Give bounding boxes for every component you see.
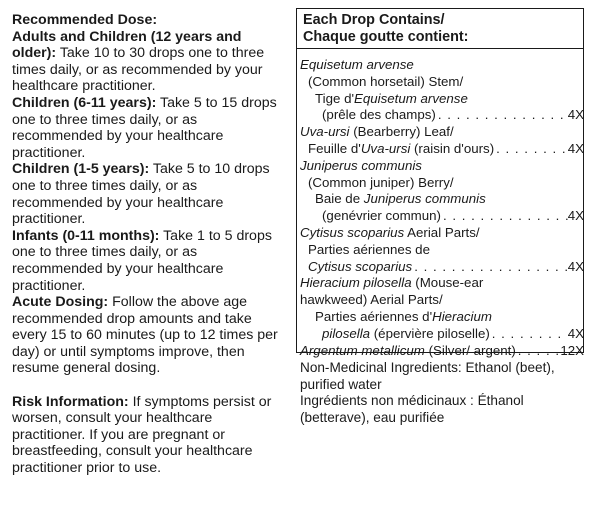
non-medicinal-en: Non-Medicinal Ingredients: Ethanol (beet), purified water [300, 360, 555, 392]
cytisus-line-2 [300, 242, 584, 259]
uva-ursi-fr [308, 141, 494, 158]
hieracium-fr-latin-2: pilosella [322, 325, 371, 341]
equisetum-line-1 [300, 57, 584, 74]
equisetum-latin: Equisetum arvense [300, 57, 414, 72]
hieracium-common-2: hawkweed) Aerial Parts/ [300, 292, 443, 308]
uva-ursi-line-1 [300, 124, 584, 141]
young-children-text: Take 5 to 10 drops one to three times daily, or as recommended by your healthcare practitioner. [12, 161, 270, 228]
cytisus-potency: 4X [567, 258, 584, 274]
acute-label: Acute Dosing: [12, 294, 109, 311]
argentum-name [300, 343, 516, 360]
acute-dose [12, 294, 284, 377]
juniperus-fr-common: (genévrier commun) [322, 208, 441, 224]
ingredients-title-en: Each Drop Contains/ [303, 12, 445, 28]
hieracium-line-4 [300, 326, 584, 343]
ingredients-list [300, 57, 584, 359]
juniperus-line-2 [300, 175, 584, 192]
hieracium-fr-common: (épervière piloselle) [370, 325, 490, 341]
equisetum-line-3 [300, 91, 584, 108]
dot-leader [494, 141, 568, 158]
dot-leader [441, 208, 568, 225]
acute-text: Follow the above age recommended drop amounts and take every 15 to 60 minutes (up to 12 times per day) or until symptoms improve, then resume general dosing. [12, 294, 278, 377]
children-dose [12, 95, 284, 161]
juniperus-line-4 [300, 208, 584, 225]
uva-ursi-potency: 4X [567, 140, 584, 156]
hieracium-line-2 [300, 292, 584, 309]
adults-dose [12, 29, 284, 95]
uva-ursi-common: (Bearberry) Leaf/ [349, 124, 454, 140]
cytisus-line-3 [300, 259, 584, 276]
children-text: Take 5 to 15 drops one to three times daily, or as recommended by your healthcare practitioner. [12, 94, 277, 161]
adults-text: Take 10 to 30 drops one to three times daily, or as recommended by your healthcare practitioner. [12, 45, 265, 95]
risk-text: If symptoms persist or worsen, consult your healthcare practitioner. If you are pregnant or breastfeeding, consult your healthcare practitioner prior to use. [12, 393, 272, 477]
uva-ursi-latin: Uva-ursi [300, 124, 350, 140]
infants-text: Take 1 to 5 drops one to three times daily, or as recommended by your healthcare practitioner. [12, 227, 272, 294]
adults-label: Adults and Children (12 years and older): [12, 28, 242, 62]
dot-leader [436, 107, 568, 124]
argentum-common: (Silver/ argent) [424, 342, 516, 358]
young-children-label: Children (1-5 years): [12, 161, 150, 178]
hieracium-fr-line [322, 326, 490, 343]
cytisus-common: Aerial Parts/ [404, 224, 480, 240]
juniperus-potency: 4X [567, 208, 584, 224]
juniperus-fr-latin: Juniperus communis [363, 191, 486, 207]
hieracium-latin: Hieracium pilosella [300, 275, 412, 291]
uva-ursi-fr-common: (raisin d'ours) [410, 140, 495, 156]
hieracium-potency: 4X [567, 325, 584, 341]
dot-leader [412, 259, 568, 276]
equisetum-line-2 [300, 74, 584, 91]
equisetum-fr-common: (prêle des champs) [322, 107, 436, 123]
risk-information [12, 394, 284, 477]
cytisus-latin: Cytisus scoparius [300, 224, 405, 240]
ingredients-title-fr: Chaque goutte contient: [303, 28, 469, 45]
juniperus-fr-prefix: Baie de [315, 191, 364, 207]
uva-ursi-fr-latin: Uva-ursi [360, 140, 411, 156]
ingredients-title [303, 12, 468, 45]
dot-leader [516, 343, 561, 360]
cytisus-fr-latin: Cytisus scoparius [308, 258, 413, 274]
risk-label: Risk Information: [12, 393, 129, 410]
hieracium-line-1 [300, 275, 584, 292]
hieracium-line-3 [300, 309, 584, 326]
uva-ursi-line-2 [300, 141, 584, 158]
hieracium-fr: Parties aériennes d' [315, 308, 433, 324]
dosing-section [12, 12, 284, 477]
equisetum-potency: 4X [567, 107, 584, 123]
juniperus-latin: Juniperus communis [300, 157, 422, 173]
infants-label: Infants (0-11 months): [12, 227, 160, 244]
hieracium-fr-latin: Hieracium [432, 308, 492, 324]
children-label: Children (6-11 years): [12, 94, 157, 111]
non-medicinal-fr: Ingrédients non médicinaux : Éthanol (betterave), eau purifiée [300, 393, 524, 425]
equisetum-fr-prefix: Tige d' [315, 90, 355, 106]
equisetum-line-4 [300, 107, 584, 124]
cytisus-line-1 [300, 225, 584, 242]
hieracium-common: (Mouse-ear [411, 275, 484, 291]
juniperus-common: (Common juniper) Berry/ [308, 174, 454, 190]
uva-ursi-fr-prefix: Feuille d' [308, 140, 361, 156]
dot-leader [490, 326, 568, 343]
argentum-potency: 12X [560, 342, 584, 358]
recommended-dose-heading: Recommended Dose: [12, 12, 158, 28]
cytisus-fr: Parties aériennes de [308, 241, 430, 257]
ingredients-divider [296, 48, 584, 49]
infants-dose [12, 228, 284, 294]
juniperus-line-1 [300, 158, 584, 175]
equisetum-common: (Common horsetail) Stem/ [308, 73, 464, 89]
non-medicinal-ingredients [300, 360, 590, 426]
young-children-dose [12, 161, 284, 227]
juniperus-line-3 [300, 191, 584, 208]
equisetum-fr-latin: Equisetum arvense [354, 90, 468, 106]
spacer [12, 377, 284, 394]
argentum-latin: Argentum metallicum [300, 342, 425, 358]
argentum-line [300, 343, 584, 360]
